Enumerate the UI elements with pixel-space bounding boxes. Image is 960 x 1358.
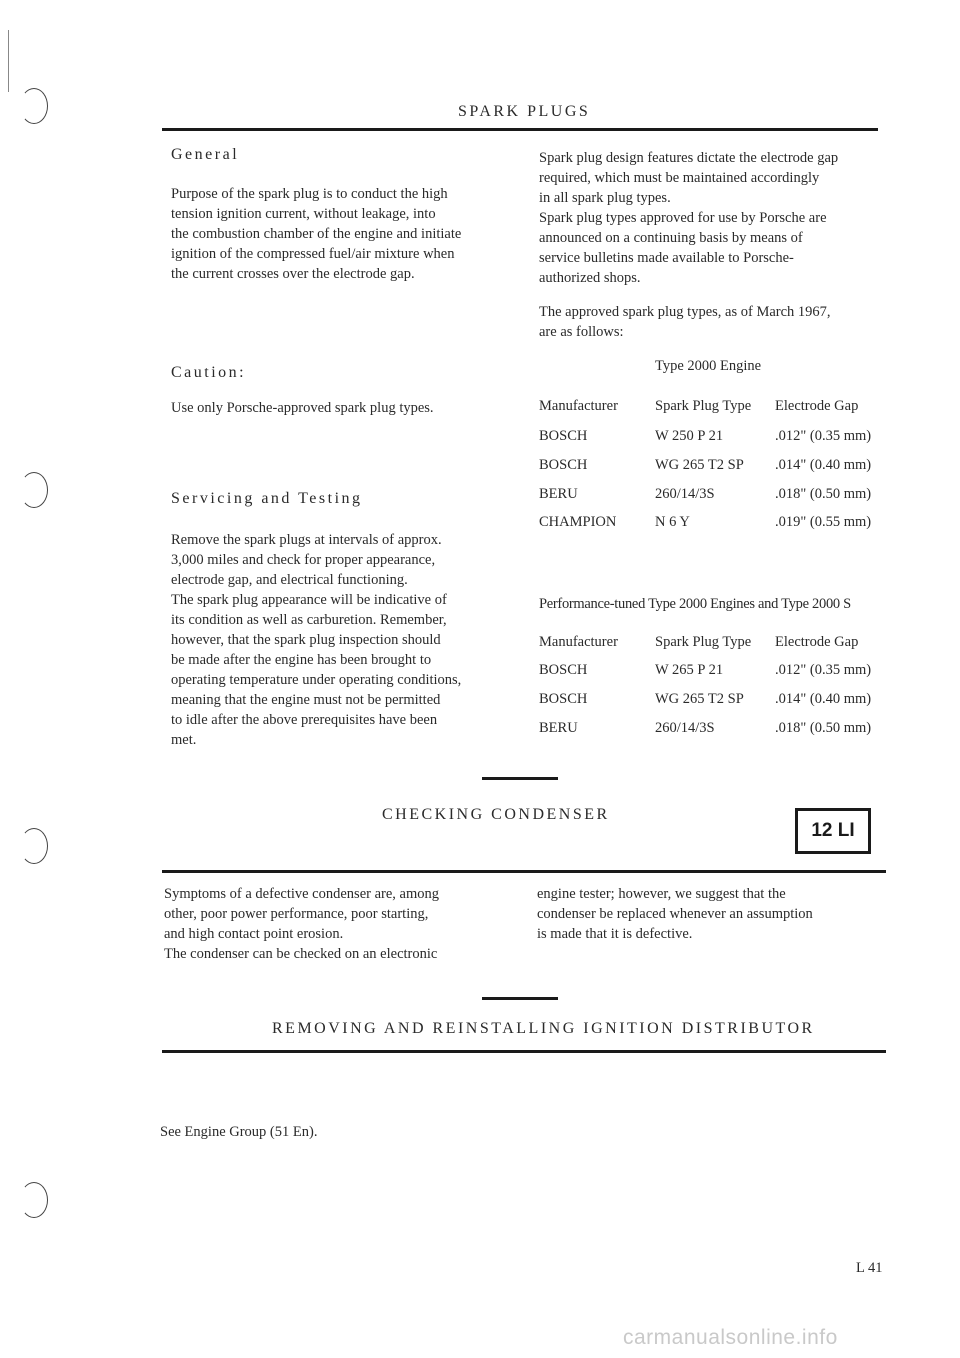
table-cell: .014" (0.40 mm) bbox=[775, 457, 872, 473]
condenser-right-text: engine tester; however, we suggest that the condenser be replaced whenever an assumption is made that it is defective. bbox=[537, 886, 813, 942]
table-cell: BOSCH bbox=[539, 457, 588, 473]
table-cell: WG 265 T2 SP bbox=[655, 691, 744, 707]
table-cell: BOSCH bbox=[539, 428, 588, 444]
page-title: SPARK PLUGS bbox=[458, 103, 591, 120]
condenser-left-text: Symptoms of a defective condenser are, among other, poor power performance, poor starting, and high contact point erosion. The condenser can be checked on an electronic bbox=[164, 886, 440, 962]
table-cell: .018" (0.50 mm) bbox=[775, 486, 872, 502]
table-cell: 260/14/3S bbox=[655, 486, 715, 502]
section-badge: 12 LI bbox=[795, 808, 871, 854]
table-cell: CHAMPION bbox=[539, 514, 617, 530]
column-header-gap: Electrode Gap bbox=[775, 634, 859, 650]
condenser-rule bbox=[162, 870, 886, 873]
servicing-text: Remove the spark plugs at intervals of approx. 3,000 miles and check for proper appearance, electrode gap, and electrical functioning. The spark plug appearance will be indicative of its condition as well as carburetion. Remember, however, that the spark plug inspection should be made after the engine has been brought to operating temperature under operating conditions, meaning that the engine must not be permitted to idle after the above prerequisites have been met. bbox=[171, 532, 462, 748]
right-intro-text: Spark plug design features dictate the electrode gap required, which must be maintained accordingly in all spark plug types. Spark plug types approved for use by Porsche are announced on a continuing basis by means of service bulletins made available to Porsche- authorized shops. bbox=[539, 150, 839, 286]
table-cell: N 6 Y bbox=[655, 514, 690, 530]
table-cell: .019" (0.55 mm) bbox=[775, 514, 872, 530]
section-divider bbox=[482, 997, 558, 1000]
condenser-heading: CHECKING CONDENSER bbox=[382, 806, 610, 823]
general-heading: General bbox=[171, 146, 240, 163]
header-rule bbox=[162, 128, 878, 131]
distributor-text: See Engine Group (51 En). bbox=[160, 1124, 318, 1140]
table-title: Performance-tuned Type 2000 Engines and Type 2000 S bbox=[539, 596, 851, 612]
column-header-gap: Electrode Gap bbox=[775, 398, 859, 414]
table-cell: W 265 P 21 bbox=[655, 662, 724, 678]
binding-hole bbox=[20, 828, 48, 864]
watermark-text: carmanualsonline.info bbox=[623, 1326, 838, 1349]
spark-plug-table-2000 bbox=[539, 358, 899, 538]
table-cell: .012" (0.35 mm) bbox=[775, 662, 872, 678]
page-number: L 41 bbox=[856, 1260, 883, 1276]
approved-text: The approved spark plug types, as of March 1967, are as follows: bbox=[539, 304, 831, 340]
table-cell: WG 265 T2 SP bbox=[655, 457, 744, 473]
spark-plug-table-performance bbox=[539, 596, 899, 746]
table-cell: BERU bbox=[539, 486, 578, 502]
table-cell: .018" (0.50 mm) bbox=[775, 720, 872, 736]
general-text: Purpose of the spark plug is to conduct the high tension ignition current, without leakage, into the combustion chamber of the engine and initiate ignition of the compressed fuel/air mixture when the current crosses over the electrode gap. bbox=[171, 186, 462, 282]
column-header-manufacturer: Manufacturer bbox=[539, 634, 618, 650]
table-cell: BOSCH bbox=[539, 662, 588, 678]
distributor-rule bbox=[162, 1050, 886, 1053]
table-cell: BERU bbox=[539, 720, 578, 736]
table-cell: W 250 P 21 bbox=[655, 428, 724, 444]
table-cell: .014" (0.40 mm) bbox=[775, 691, 872, 707]
binding-hole bbox=[20, 472, 48, 508]
binding-hole bbox=[20, 1182, 48, 1218]
servicing-heading: Servicing and Testing bbox=[171, 490, 363, 507]
column-header-plug-type: Spark Plug Type bbox=[655, 398, 752, 414]
binding-hole bbox=[20, 88, 48, 124]
caution-text: Use only Porsche-approved spark plug types. bbox=[171, 400, 434, 416]
column-header-plug-type: Spark Plug Type bbox=[655, 634, 752, 650]
column-header-manufacturer: Manufacturer bbox=[539, 398, 618, 414]
margin-line bbox=[8, 30, 9, 92]
distributor-heading: REMOVING AND REINSTALLING IGNITION DISTRIBUTOR bbox=[272, 1020, 815, 1037]
table-title: Type 2000 Engine bbox=[655, 358, 762, 374]
table-cell: .012" (0.35 mm) bbox=[775, 428, 872, 444]
table-cell: BOSCH bbox=[539, 691, 588, 707]
caution-heading: Caution: bbox=[171, 364, 247, 381]
section-divider bbox=[482, 777, 558, 780]
table-cell: 260/14/3S bbox=[655, 720, 715, 736]
